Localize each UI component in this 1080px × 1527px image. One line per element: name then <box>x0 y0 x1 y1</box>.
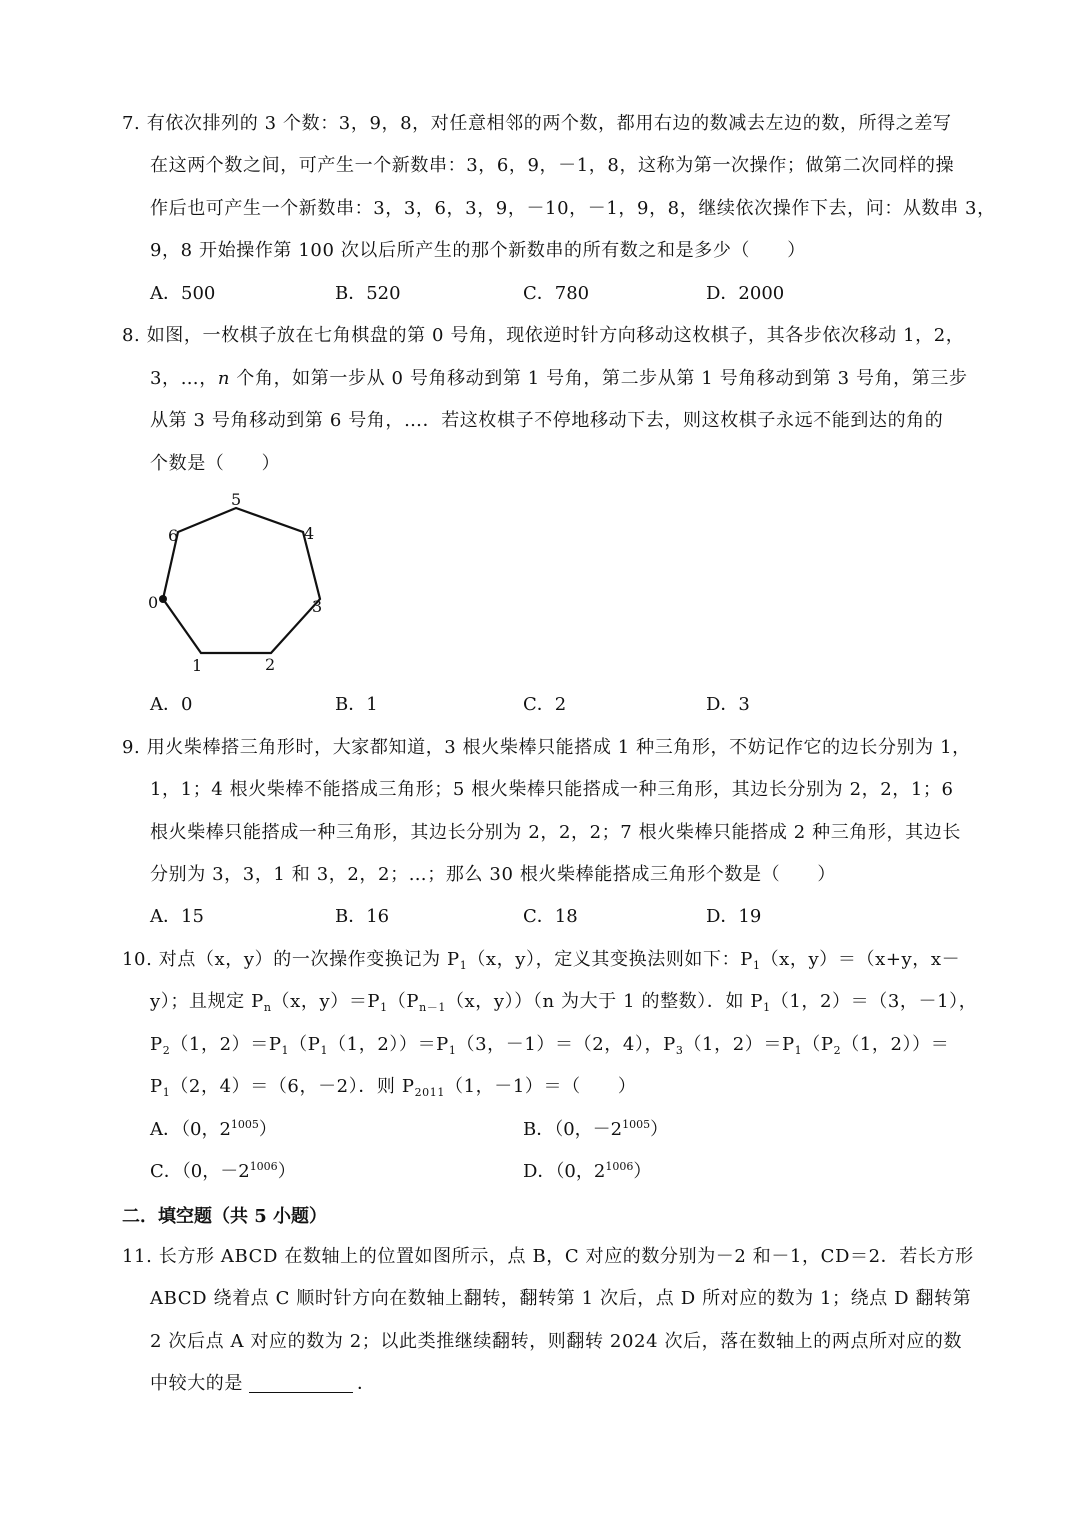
corner-label-5: 5 <box>231 490 242 509</box>
q8-option-c[interactable]: C．2 <box>523 694 567 715</box>
q7-line4: 9，8 开始操作第 100 次以后所产生的那个新数串的所有数之和是多少（ ） <box>150 240 806 261</box>
q7-option-a[interactable]: A．500 <box>150 283 216 304</box>
q10-option-a[interactable]: A．（0，$2^{1005}$） <box>150 1118 277 1140</box>
heptagon-figure <box>140 488 340 688</box>
q9-option-a[interactable]: A．15 <box>150 906 204 927</box>
q7-option-d[interactable]: D．2000 <box>706 283 785 304</box>
q8-line3: 从第 3 号角移动到第 6 号角，…．若这枚棋子不停地移动下去，则这枚棋子永远不能到达的角的 <box>150 410 944 431</box>
q9-option-b[interactable]: B．16 <box>335 906 390 927</box>
q8-line2: 3，…，n 个角，如第一步从 0 号角移动到第 1 号角，第二步从第 1 号角移动到第 3 号角，第三步 <box>150 368 968 389</box>
q10-line1: 10. 对点（x，y）的一次操作变换记为 $P_1(x$，y），定义其变换法则如下：$P_1(x$，y）＝（x+y，x－ <box>122 949 961 972</box>
q9-line3: 根火柴棒只能搭成一种三角形，其边长分别为 2，2，2；7 根火柴棒只能搭成 2 种三角形，其边长 <box>150 822 961 843</box>
q7-option-c[interactable]: C．780 <box>523 283 590 304</box>
q10-line2: y）；且规定 $P_n(x$，$y)=P_1(P_{n-1}(x$，y））（n 为大于 1 的整数）．如 $P_1(1$，2）＝（3，－1）， <box>150 991 978 1014</box>
q7-line2: 在这两个数之间，可产生一个新数串：3，6，9，－1，8，这称为第一次操作；做第二次同样的操 <box>150 155 955 176</box>
heptagon-shape <box>163 508 323 653</box>
q11-line2: ABCD 绕着点 C 顺时针方向在数轴上翻转，翻转第 1 次后，点 D 所对应的数为 1；绕点 D 翻转第 <box>150 1288 972 1309</box>
q10-line4: $P_1(2$，4）＝（6，－2）．则 $P_{2011}(1$，－1）＝（ ） <box>150 1076 637 1099</box>
start-corner-dot <box>159 595 167 603</box>
section-title-fill-blank: 二．填空题（共 5 小题） <box>122 1206 328 1227</box>
corner-label-2: 2 <box>265 655 276 674</box>
q9-option-c[interactable]: C．18 <box>523 906 578 927</box>
corner-label-4: 4 <box>304 524 315 543</box>
corner-label-1: 1 <box>192 656 203 675</box>
q8-option-a[interactable]: A．0 <box>150 694 193 715</box>
q10-option-d[interactable]: D．（0，$2^{1006}$） <box>523 1160 652 1182</box>
q11-line1: 11. 长方形 ABCD 在数轴上的位置如图所示，点 B，C 对应的数分别为－2 和－1，CD＝2．若长方形 <box>122 1246 974 1267</box>
q7-line1: 7. 有依次排列的 3 个数：3，9，8，对任意相邻的两个数，都用右边的数减去左边的数，所得之差写 <box>122 113 952 134</box>
q10-option-c[interactable]: C．（0，$-2^{1006}$） <box>150 1160 296 1182</box>
corner-label-3: 3 <box>312 597 323 616</box>
q10-option-b[interactable]: B．（0，$-2^{1005}$） <box>523 1118 669 1140</box>
q8-option-b[interactable]: B．1 <box>335 694 378 715</box>
q7-line3: 作后也可产生一个新数串：3，3，6，3，9，－10，－1，9，8，继续依次操作下去，问：从数串 3， <box>150 198 996 219</box>
q9-line1: 9. 用火柴棒搭三角形时，大家都知道，3 根火柴棒只能搭成 1 种三角形，不妨记作它的边长分别为 1， <box>122 737 971 758</box>
q7-option-b[interactable]: B．520 <box>335 283 401 304</box>
corner-label-6: 6 <box>168 526 179 545</box>
corner-label-0: 0 <box>148 593 159 612</box>
q11-line3: 2 次后点 A 对应的数为 2；以此类推继续翻转，则翻转 2024 次后，落在数轴上的两点所对应的数 <box>150 1331 963 1352</box>
q9-line4: 分别为 3，3，1 和 3，2，2；…；那么 30 根火柴棒能搭成三角形个数是（ ） <box>150 864 837 885</box>
q9-option-d[interactable]: D．19 <box>706 906 762 927</box>
q10-line3: $P_2(1$，$2)=P_1(P_1(1$，$2))=P_1(3$，－1）＝（2，4），$P_3(1$，$2)=P_1(P_2(1$，2））＝ <box>150 1034 950 1057</box>
q11-answer-blank[interactable] <box>249 1374 353 1393</box>
q9-line2: 1，1；4 根火柴棒不能搭成三角形；5 根火柴棒只能搭成一种三角形，其边长分别为 2，2，1；6 <box>150 779 954 800</box>
q8-line1: 8. 如图，一枚棋子放在七角棋盘的第 0 号角，现依逆时针方向移动这枚棋子，其各步依次移动 1，2， <box>122 325 965 346</box>
q11-line4: 中较大的是 ． <box>150 1373 376 1394</box>
q8-line4: 个数是（ ） <box>150 453 281 474</box>
q8-option-d[interactable]: D．3 <box>706 694 750 715</box>
